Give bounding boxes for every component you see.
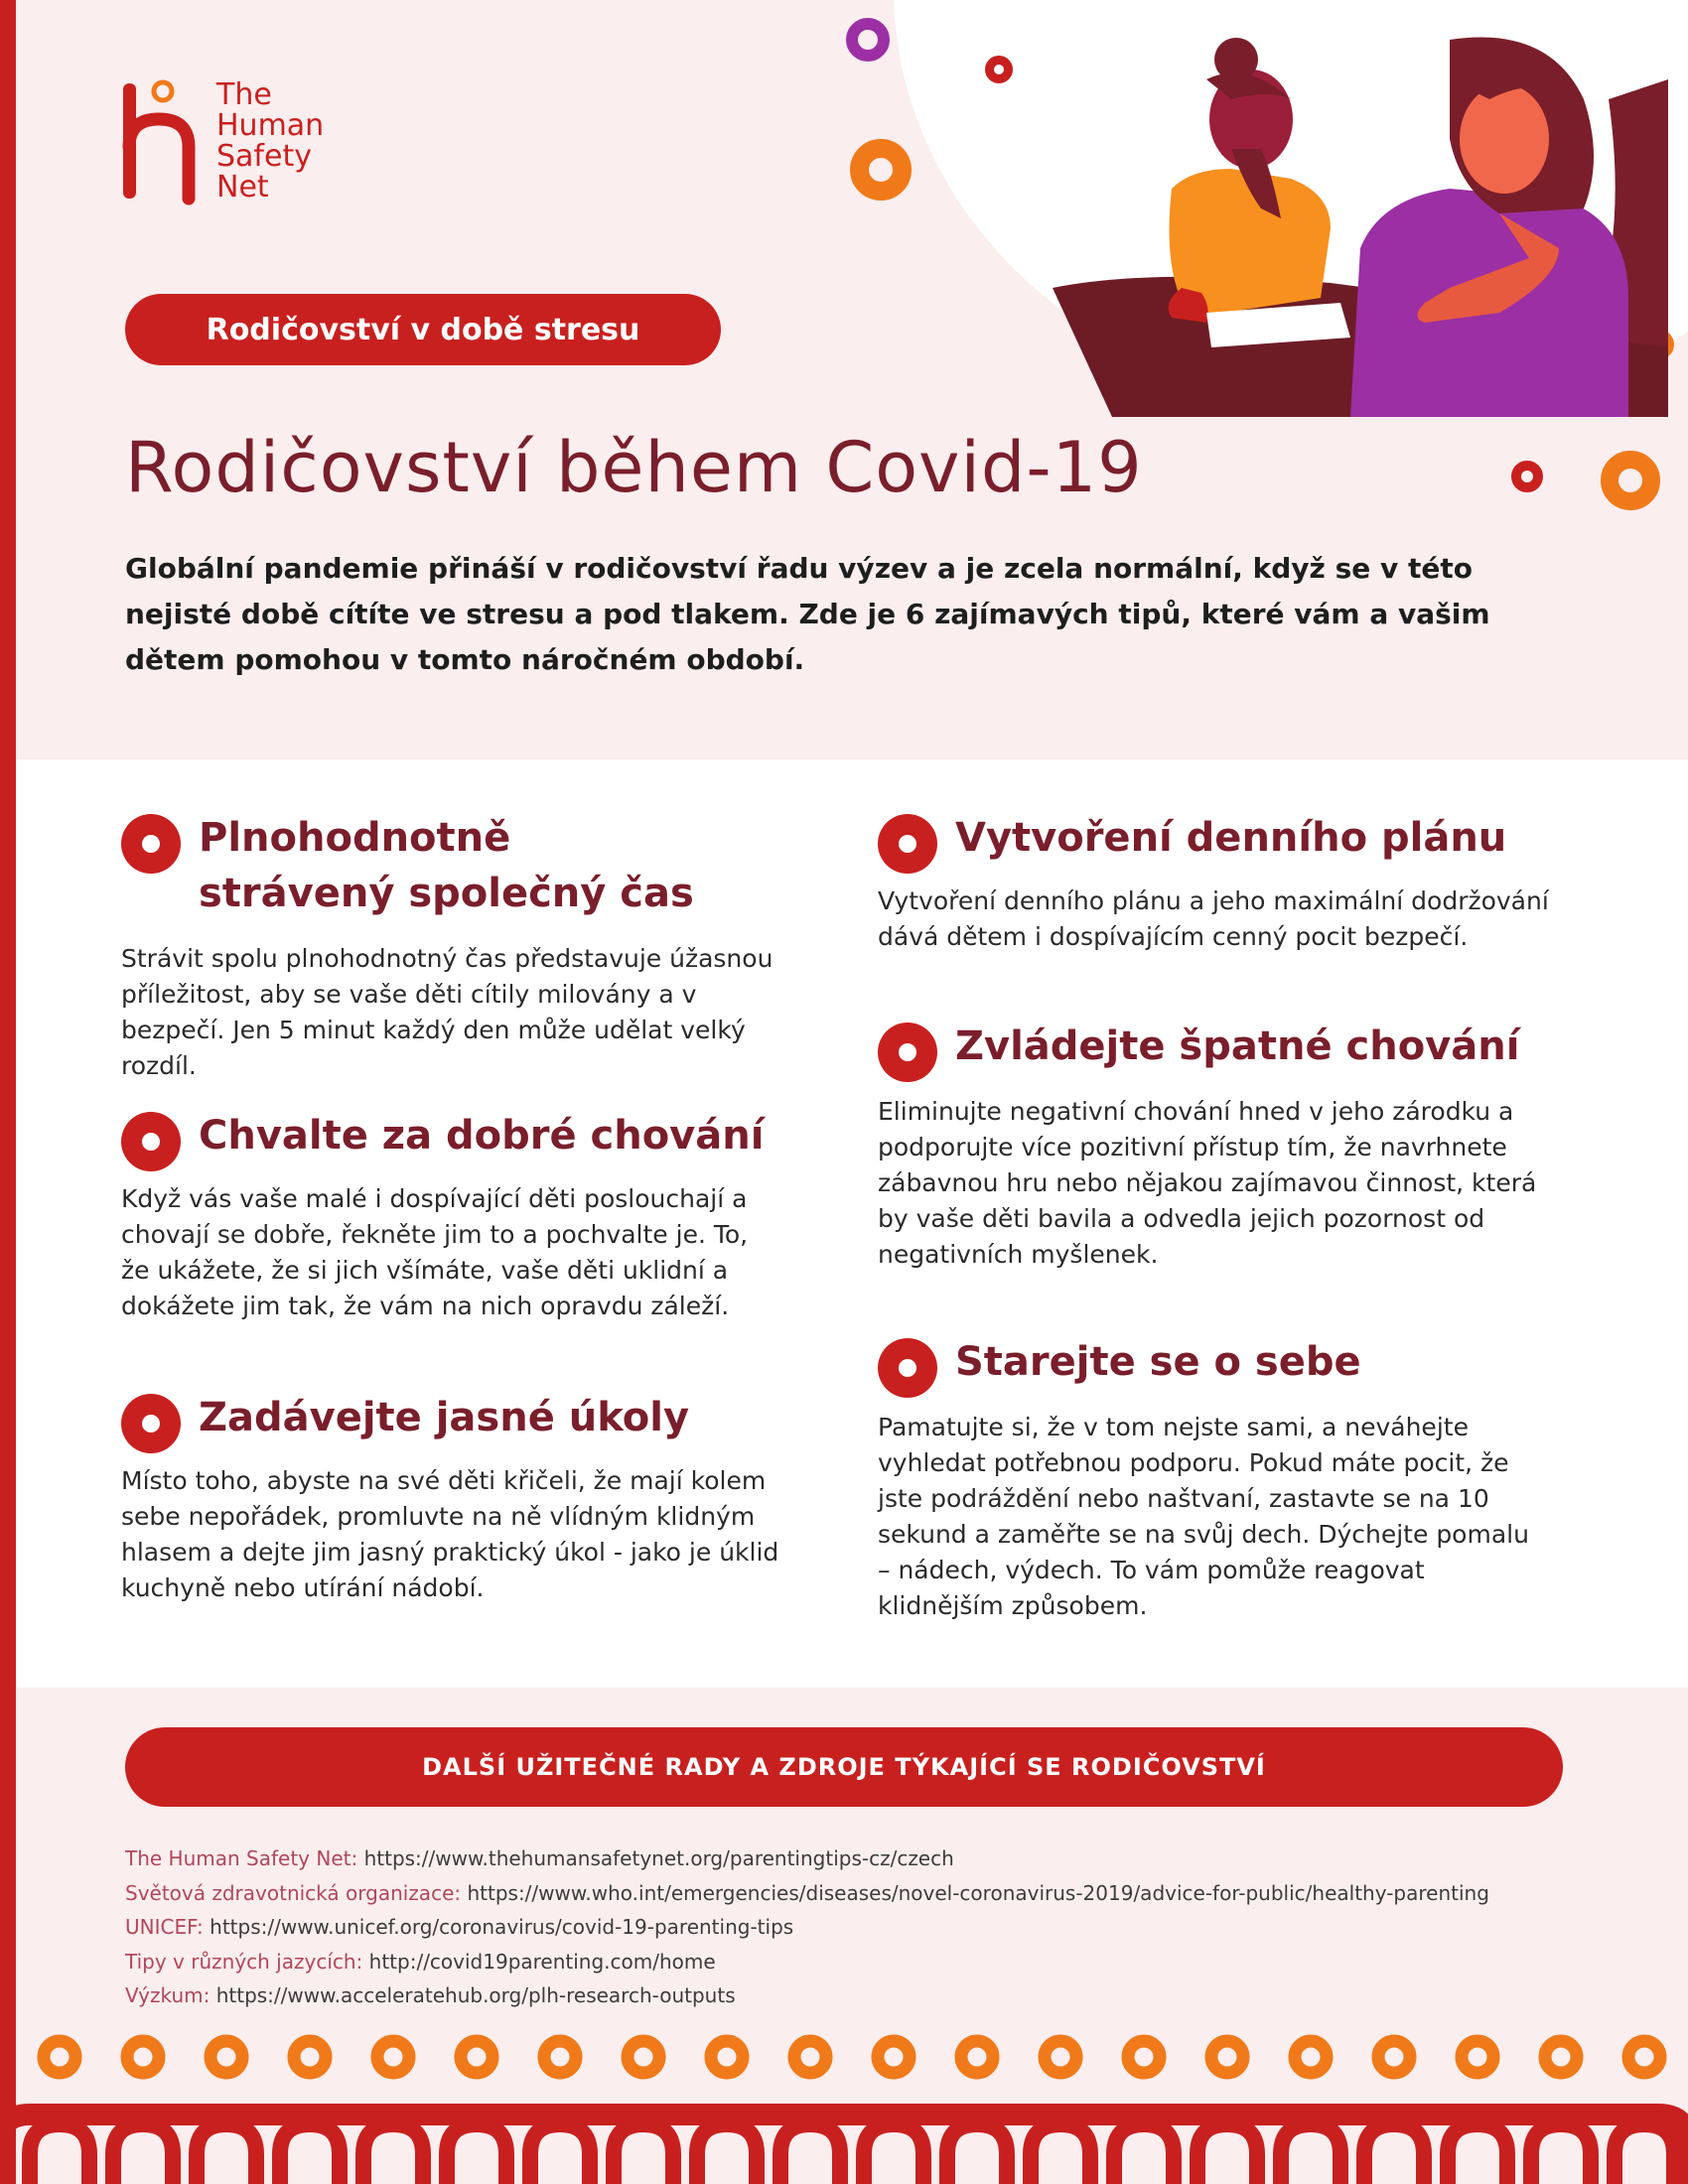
tip-text: Strávit spolu plnohodnotný čas představuje úžasnou příležitost, aby se vaše děti cítily milovány a v bezpečí. Jen 5 minut každý den může udělat velký rozdíl. <box>121 944 774 1080</box>
tip-text: Eliminujte negativní chování hned v jeho zárodku a podporujte více pozitivní přístup tím, že navrhnete zábavnou hru nebo nějakou zajímavou činnost, která by vaše děti bavila a odvedla jejich pozornost od negativních myšlenek. <box>878 1097 1537 1269</box>
footer-dot <box>711 2041 743 2073</box>
tip-title: Zvládejte špatné chování <box>955 1024 1520 1069</box>
footer-arch <box>113 2124 173 2184</box>
resource-label: Výzkum: <box>125 1983 211 2007</box>
resource-url[interactable]: https://www.thehumansafetynet.org/parentingtips-cz/czech <box>363 1846 954 1870</box>
tip-text: Pamatujte si, že v tom nejste sami, a neváhejte vyhledat potřebnou podporu. Pokud máte pocit, že jste podráždění nebo naštvaní, zastavte se na 10 sekund a zaměřte se na svůj dech. Dýchejte pomalu – nádech, výdech. To vám pomůže reagovat klidnějším způsobem. <box>878 1413 1529 1620</box>
footer-dot <box>1378 2041 1410 2073</box>
footer-arch <box>1031 2124 1090 2184</box>
logo-line: The <box>216 77 272 112</box>
bullet-icon <box>121 814 181 874</box>
resource-link-row <box>125 1876 1615 1911</box>
logo-wordmark <box>216 79 324 203</box>
footer-dot <box>878 2041 910 2073</box>
tip-title: Vytvoření denního plánu <box>955 815 1507 861</box>
human-safety-net-logo-icon <box>121 77 199 206</box>
resource-links <box>125 1842 1615 2013</box>
footer-dot <box>1211 2041 1243 2073</box>
decorative-ring-purple <box>846 18 890 62</box>
footer-arch <box>1114 2124 1174 2184</box>
logo-line: Human <box>216 108 325 143</box>
footer-arch <box>1615 2124 1674 2184</box>
tip-title: Starejte se o sebe <box>955 1339 1361 1385</box>
footer-dot <box>44 2041 75 2073</box>
brand-logo[interactable] <box>121 77 369 216</box>
footer-arch <box>697 2124 757 2184</box>
footer-dot <box>1462 2041 1493 2073</box>
decorative-ring-red-small <box>985 56 1013 83</box>
footer-dot <box>377 2041 409 2073</box>
resource-label: Tipy v různých jazycích: <box>125 1949 363 1974</box>
resource-label: The Human Safety Net: <box>125 1846 358 1870</box>
resource-link-row <box>125 1979 1615 2013</box>
bullet-icon <box>878 1338 937 1398</box>
resources-heading: DALŠÍ UŽITEČNÉ RADY A ZDROJE TÝKAJÍCÍ SE RODIČOVSTVÍ <box>125 1727 1563 1807</box>
resource-url[interactable]: https://www.acceleratehub.org/plh-research-outputs <box>215 1983 736 2007</box>
footer-dot <box>461 2041 492 2073</box>
decorative-ring-orange-large <box>1601 451 1660 510</box>
footer-arch <box>864 2124 923 2184</box>
footer-dot <box>294 2041 326 2073</box>
logo-line: Net <box>216 170 269 205</box>
resource-link-row <box>125 1842 1615 1876</box>
resource-label: Světová zdravotnická organizace: <box>125 1880 462 1905</box>
footer-dot <box>1545 2041 1577 2073</box>
footer-dot <box>211 2041 242 2073</box>
bullet-icon <box>878 1023 937 1082</box>
tip-text: Místo toho, abyste na své děti křičeli, že mají kolem sebe nepořádek, promluvte na ně vlídným klidným hlasem a dejte jim jasný praktický úkol - jako je úklid kuchyně nebo utírání nádobí. <box>121 1466 779 1602</box>
footer-arch <box>363 2124 423 2184</box>
tip-title: Chvalte za dobré chování <box>199 1113 765 1159</box>
left-accent-bar <box>0 0 16 2184</box>
footer-arch <box>447 2124 506 2184</box>
decorative-ring-red-medium <box>1511 461 1543 492</box>
resource-url[interactable]: https://www.unicef.org/coronavirus/covid-19-parenting-tips <box>210 1915 794 1939</box>
tip-text: Když vás vaše malé i dospívající děti poslouchají a chovají se dobře, řekněte jim to a pochvalte je. To, že ukážete, že si jich všímáte, vaše děti uklidní a dokážete jim tak, že vám na nich opravdu záleží. <box>121 1184 749 1320</box>
footer-wave-border <box>0 2085 1688 2184</box>
footer-arch <box>614 2124 673 2184</box>
resource-link-row <box>125 1945 1615 1979</box>
footer-dot <box>961 2041 993 2073</box>
logo-line: Safety <box>216 139 312 174</box>
footer-arch <box>780 2124 840 2184</box>
footer-dot <box>127 2041 159 2073</box>
footer-dot-row <box>0 2027 1688 2087</box>
resource-url[interactable]: https://www.who.int/emergencies/diseases/novel-coronavirus-2019/advice-for-public/healthy-parenting <box>467 1880 1489 1905</box>
footer-dot <box>1128 2041 1160 2073</box>
page-title: Rodičovství během Covid-19 <box>125 427 1143 508</box>
footer-arch <box>1364 2124 1424 2184</box>
footer-dot <box>1045 2041 1076 2073</box>
footer-arch <box>197 2124 256 2184</box>
footer-arch <box>1197 2124 1257 2184</box>
footer-arch <box>30 2124 89 2184</box>
intro-paragraph: Globální pandemie přináší v rodičovství řadu výzev a je zcela normální, když se v této nejisté době cítíte ve stresu a pod tlakem. Zde je 6 zajímavých tipů, které vám a vašim dětem pomohou v tomto náročném období. <box>125 552 1490 676</box>
footer-arch <box>280 2124 340 2184</box>
footer-dot <box>1628 2041 1660 2073</box>
resource-label: UNICEF: <box>125 1915 204 1939</box>
topic-pill: Rodičovství v době stresu <box>125 294 721 365</box>
tip-text: Vytvoření denního plánu a jeho maximální dodržování dává dětem i dospívajícím cenný pocit bezpečí. <box>878 887 1549 951</box>
decorative-ring-orange <box>850 139 912 201</box>
footer-dot <box>628 2041 659 2073</box>
bullet-icon <box>878 814 937 874</box>
resource-link-row <box>125 1910 1615 1945</box>
footer-arch <box>1531 2124 1591 2184</box>
hero-illustration <box>1033 20 1668 417</box>
footer-dot <box>794 2041 826 2073</box>
tip-title: Plnohodnotně strávený společný čas <box>199 815 694 916</box>
footer-arch <box>530 2124 590 2184</box>
footer-dot <box>1295 2041 1327 2073</box>
tip-title: Zadávejte jasné úkoly <box>199 1395 690 1440</box>
bullet-icon <box>121 1112 181 1171</box>
bullet-icon <box>121 1394 181 1453</box>
footer-dot <box>544 2041 576 2073</box>
footer-arch <box>947 2124 1007 2184</box>
footer-arch <box>1281 2124 1340 2184</box>
footer-arch <box>1448 2124 1507 2184</box>
resource-url[interactable]: http://covid19parenting.com/home <box>368 1949 716 1974</box>
